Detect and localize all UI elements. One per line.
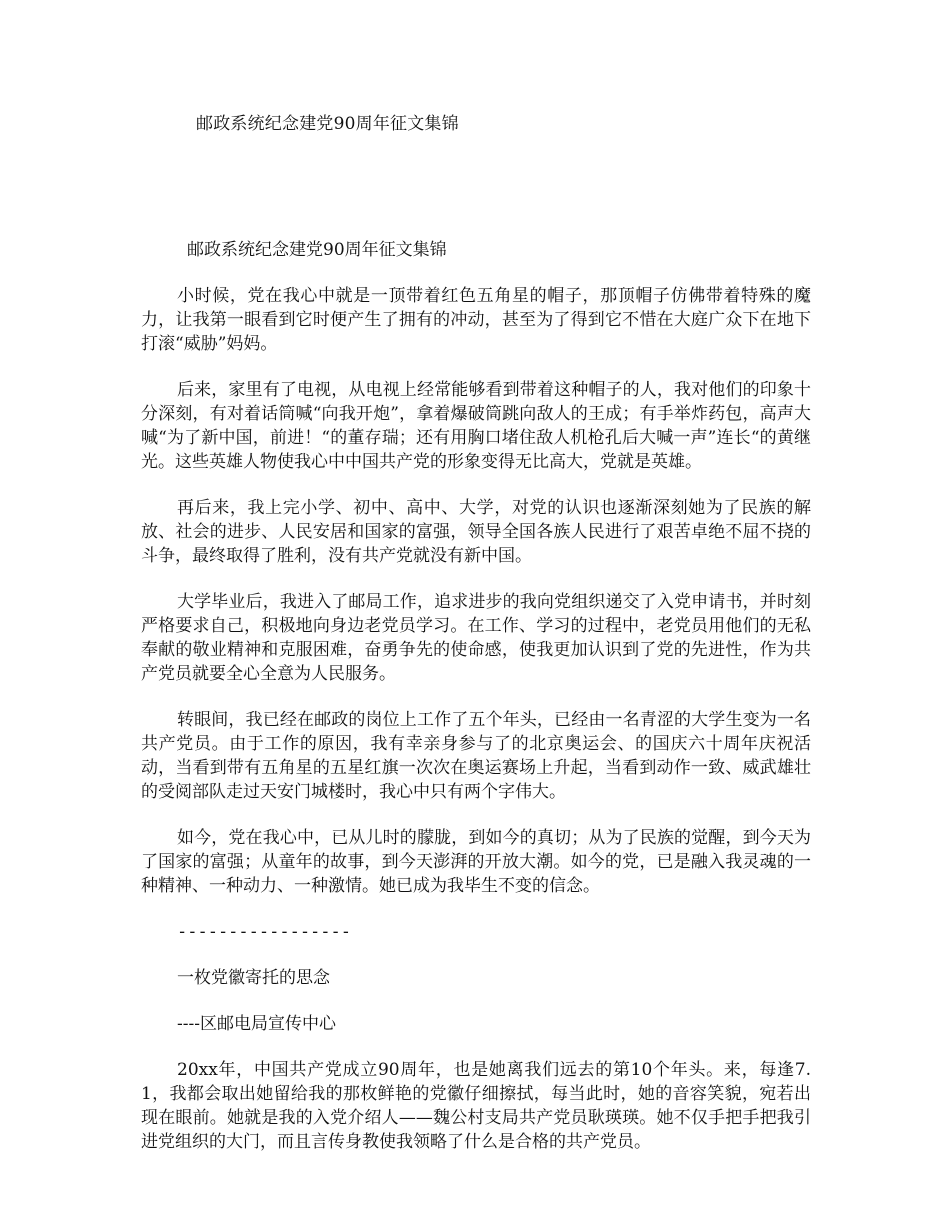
paragraph-1: 小时候，党在我心中就是一顶带着红色五角星的帽子，那顶帽子仿佛带着特殊的魔力，让我第一眼看到它时便产生了拥有的冲动，甚至为了得到它不惜在大庭广众下在地下打滚“威胁”妈妈。 — [141, 286, 811, 354]
section-title: 一枚党徽寄托的思念 — [177, 968, 330, 988]
section-author: ----区邮电局宣传中心 — [177, 1014, 336, 1034]
paragraph-4: 大学毕业后，我进入了邮局工作，追求进步的我向党组织递交了入党申请书，并时刻严格要求自己，积极地向身边老党员学习。在工作、学习的过程中，老党员用他们的无私奉献的敬业精神和克服困难，奋勇争先的使命感，使我更加认识到了党的先进性，作为共产党员就要全心全意为人民服务。 — [141, 592, 811, 684]
document-header-title: 邮政系统纪念建党90周年征文集锦 — [196, 114, 459, 134]
section-divider: ----------------- — [177, 922, 351, 942]
paragraph-2: 后来，家里有了电视，从电视上经常能够看到带着这种帽子的人，我对他们的印象十分深刻，有对着话筒喊“向我开炮”，拿着爆破筒跳向敌人的王成；有手举炸药包，高声大喊“为了新中国，前进！“的董存瑞；还有用胸口堵住敌人机枪孔后大喊一声”连长“的黄继光。这些英雄人物使我心中中国共产党的形象变得无比高大，党就是英雄。 — [141, 380, 811, 472]
section-paragraph: 20xx年，中国共产党成立90周年，也是她离我们远去的第10个年头。来，每逢7.1，我都会取出她留给我的那枚鲜艳的党徽仔细擦拭，每当此时，她的音容笑貌，宛若出现在眼前。她就是我的入党介绍人——魏公村支局共产党员耿瑛瑛。她不仅手把手把我引进党组织的大门，而且言传身教使我领略了什么是合格的共产党员。 — [141, 1060, 811, 1152]
paragraph-3: 再后来，我上完小学、初中、高中、大学，对党的认识也逐渐深刻她为了民族的解放、社会的进步、人民安居和国家的富强，领导全国各族人民进行了艰苦卓绝不屈不挠的斗争，最终取得了胜利，没有共产党就没有新中国。 — [141, 498, 811, 566]
article-title: 邮政系统纪念建党90周年征文集锦 — [187, 240, 447, 260]
document-body — [141, 238, 811, 1176]
paragraph-5: 转眼间，我已经在邮政的岗位上工作了五个年头，已经由一名青涩的大学生变为一名共产党员。由于工作的原因，我有幸亲身参与了的北京奥运会、的国庆六十周年庆祝活动，当看到带有五角星的五星红旗一次次在奥运赛场上升起，当看到动作一致、威武雄壮的受阅部队走过天安门城楼时，我心中只有两个字伟大。 — [141, 710, 811, 802]
paragraph-6: 如今，党在我心中，已从儿时的朦胧，到如今的真切；从为了民族的觉醒，到今天为了国家的富强；从童年的故事，到今天澎湃的开放大潮。如今的党，已是融入我灵魂的一种精神、一种动力、一种激情。她已成为我毕生不变的信念。 — [141, 828, 811, 896]
